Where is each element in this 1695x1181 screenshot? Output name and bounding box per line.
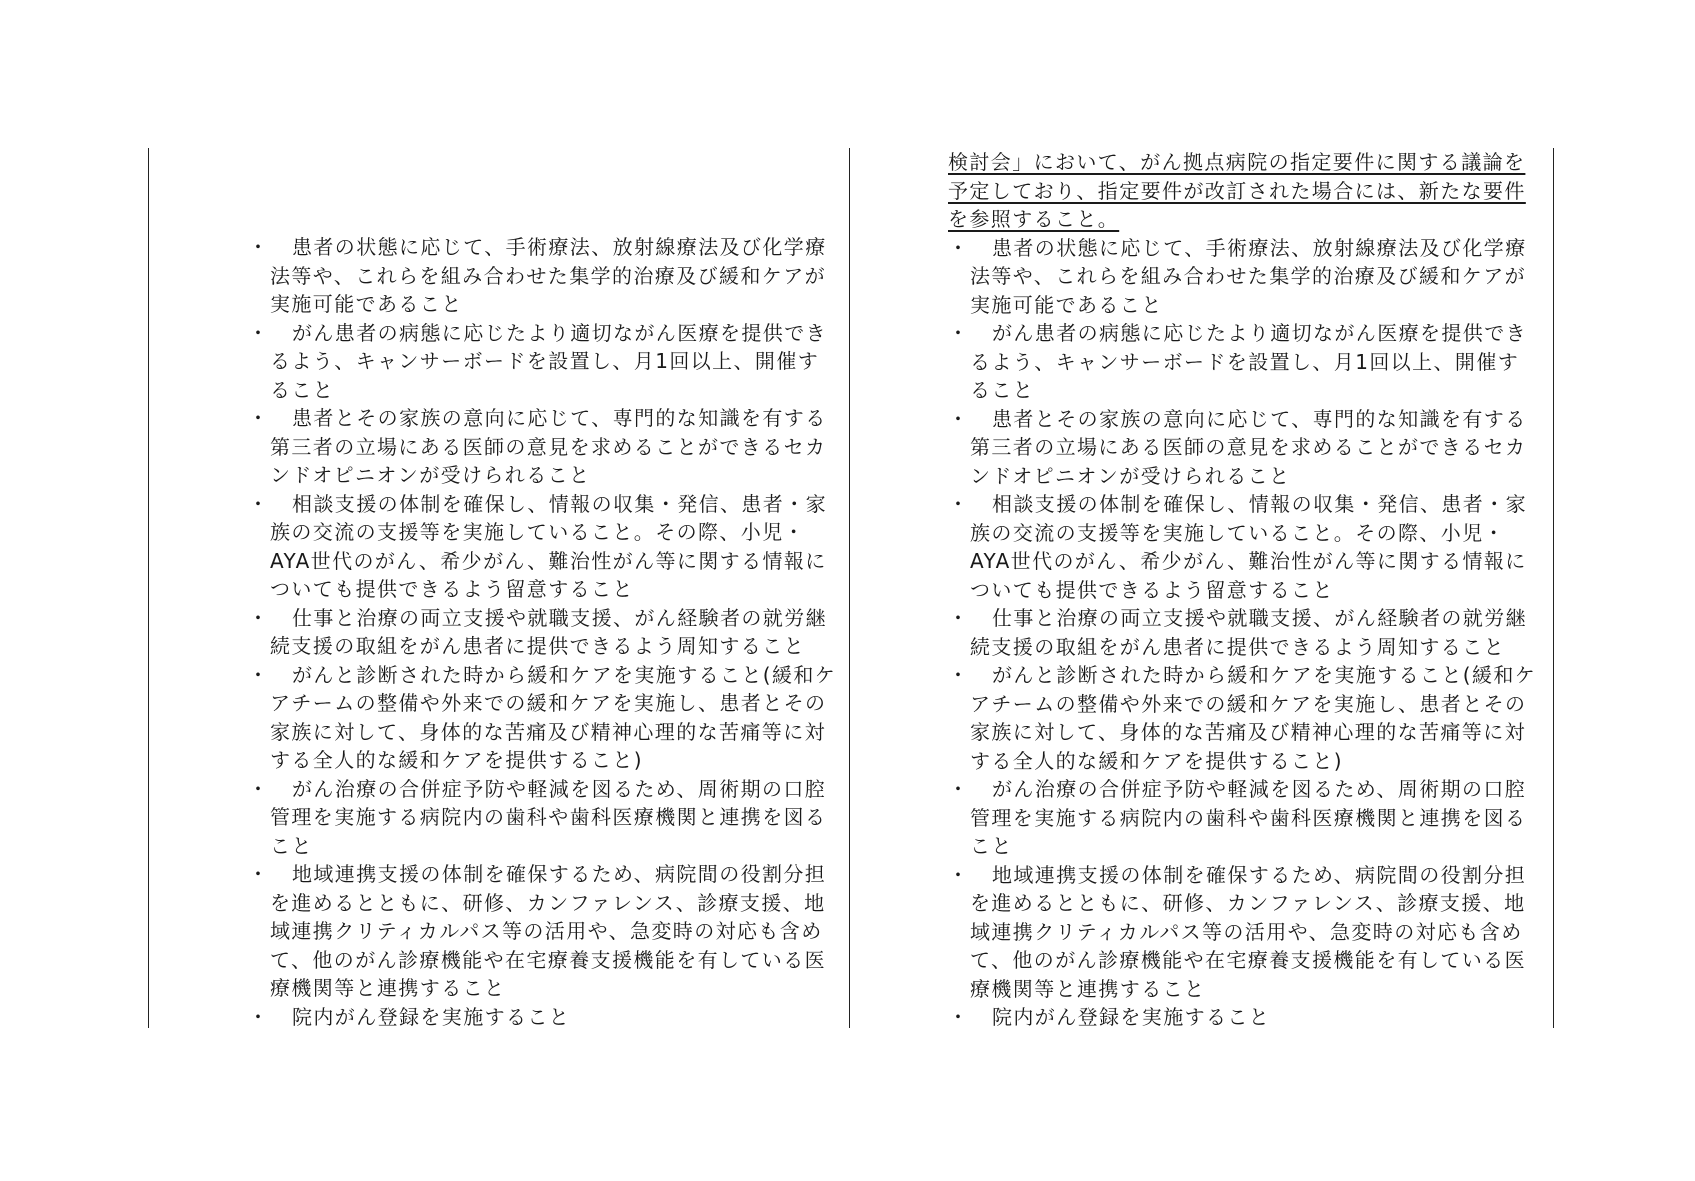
list-item-text: 院内がん登録を実施すること (992, 1005, 1271, 1029)
bullet-icon: ・ (948, 492, 970, 516)
list-item (248, 490, 838, 604)
list-item-text: 地域連携支援の体制を確保するため、病院間の役割分担を進めるとともに、研修、カンファレンス、診療支援、地域連携クリティカルパス等の活用や、急変時の対応も含めて、他のがん診療機能や在宅療養支援機能を有している医療機関等と連携すること (270, 862, 827, 1000)
list-item-text: がん治療の合併症予防や軽減を図るため、周術期の口腔管理を実施する病院内の歯科や歯科医療機関と連携を図ること (970, 777, 1527, 858)
revision-note: 検討会」において、がん拠点病院の指定要件に関する議論を予定しており、指定要件が改訂された場合には、新たな要件を参照すること。 (948, 150, 1526, 231)
list-item-text: がん治療の合併症予防や軽減を図るため、周術期の口腔管理を実施する病院内の歯科や歯科医療機関と連携を図ること (270, 776, 827, 858)
list-item (248, 233, 838, 319)
list-item-text: 仕事と治療の両立支援や就職支援、がん経験者の就労継続支援の取組をがん患者に提供できるよう周知すること (270, 605, 827, 658)
list-item (948, 604, 1538, 661)
bullet-icon: ・ (248, 776, 270, 801)
list-item (948, 861, 1538, 1004)
left-column (248, 233, 838, 1031)
list-item (248, 604, 838, 661)
list-item-text: 患者の状態に応じて、手術療法、放射線療法及び化学療法等や、これらを組み合わせた集学的治療及び緩和ケアが実施可能であること (270, 235, 827, 316)
list-item-text: 仕事と治療の両立支援や就職支援、がん経験者の就労継続支援の取組をがん患者に提供できるよう周知すること (970, 606, 1527, 659)
list-item (948, 490, 1538, 604)
bullet-icon: ・ (948, 406, 970, 431)
bullet-icon: ・ (248, 235, 270, 259)
list-item-text: がんと診断された時から緩和ケアを実施すること(緩和ケアチームの整備や外来での緩和ケアを実施し、患者とその家族に対して、身体的な苦痛及び精神心理的な苦痛等に対する全人的な緩和ケアを提供すること) (970, 663, 1537, 773)
list-item (248, 775, 838, 861)
bullet-icon: ・ (948, 235, 970, 260)
list-item-text: 患者とその家族の意向に応じて、専門的な知識を有する第三者の立場にある医師の意見を求めることができるセカンドオピニオンが受けられること (270, 406, 827, 487)
list-item (948, 1003, 1538, 1032)
list-item (248, 1003, 838, 1032)
list-item (948, 234, 1538, 320)
list-item-text: 相談支援の体制を確保し、情報の収集・発信、患者・家族の交流の支援等を実施していること。その際、小児・AYA世代のがん、希少がん、難治性がん等に関する情報についても提供できるよう留意すること (270, 491, 827, 601)
bullet-icon: ・ (248, 862, 270, 886)
list-item (248, 661, 838, 775)
bullet-icon: ・ (948, 606, 970, 630)
bullet-icon: ・ (948, 663, 970, 687)
table-border-left (148, 148, 149, 1028)
bullet-icon: ・ (248, 605, 270, 630)
list-item (948, 319, 1538, 405)
list-item (248, 860, 838, 1003)
bullet-icon: ・ (948, 321, 970, 345)
list-item (948, 661, 1538, 775)
list-item (248, 404, 838, 490)
bullet-icon: ・ (248, 662, 270, 687)
table-border-right (1553, 148, 1554, 1028)
bullet-icon: ・ (248, 1004, 270, 1029)
list-item (948, 775, 1538, 861)
list-item-text: 相談支援の体制を確保し、情報の収集・発信、患者・家族の交流の支援等を実施していること。その際、小児・AYA世代のがん、希少がん、難治性がん等に関する情報についても提供できるよう留意すること (970, 492, 1527, 602)
bullet-icon: ・ (948, 1005, 970, 1029)
list-item (248, 319, 838, 405)
list-item-text: がん患者の病態に応じたより適切ながん医療を提供できるよう、キャンサーボードを設置し、月1回以上、開催すること (270, 320, 827, 402)
bullet-icon: ・ (248, 491, 270, 516)
bullet-icon: ・ (248, 320, 270, 345)
list-item-text: がん患者の病態に応じたより適切ながん医療を提供できるよう、キャンサーボードを設置し、月1回以上、開催すること (970, 321, 1527, 402)
table-border-middle (849, 148, 850, 1028)
list-item (948, 405, 1538, 491)
bullet-icon: ・ (948, 777, 970, 801)
bullet-icon: ・ (248, 406, 270, 430)
list-item-text: 地域連携支援の体制を確保するため、病院間の役割分担を進めるとともに、研修、カンファレンス、診療支援、地域連携クリティカルパス等の活用や、急変時の対応も含めて、他のがん診療機能や在宅療養支援機能を有している医療機関等と連携すること (970, 862, 1527, 1001)
right-column (948, 148, 1538, 1032)
bullet-icon: ・ (948, 862, 970, 887)
list-item-text: がんと診断された時から緩和ケアを実施すること(緩和ケアチームの整備や外来での緩和ケアを実施し、患者とその家族に対して、身体的な苦痛及び精神心理的な苦痛等に対する全人的な緩和ケアを提供すること) (270, 662, 837, 772)
list-item-text: 院内がん登録を実施すること (292, 1004, 571, 1029)
list-item-text: 患者とその家族の意向に応じて、専門的な知識を有する第三者の立場にある医師の意見を求めることができるセカンドオピニオンが受けられること (970, 406, 1527, 488)
list-item-text: 患者の状態に応じて、手術療法、放射線療法及び化学療法等や、これらを組み合わせた集学的治療及び緩和ケアが実施可能であること (970, 235, 1527, 317)
